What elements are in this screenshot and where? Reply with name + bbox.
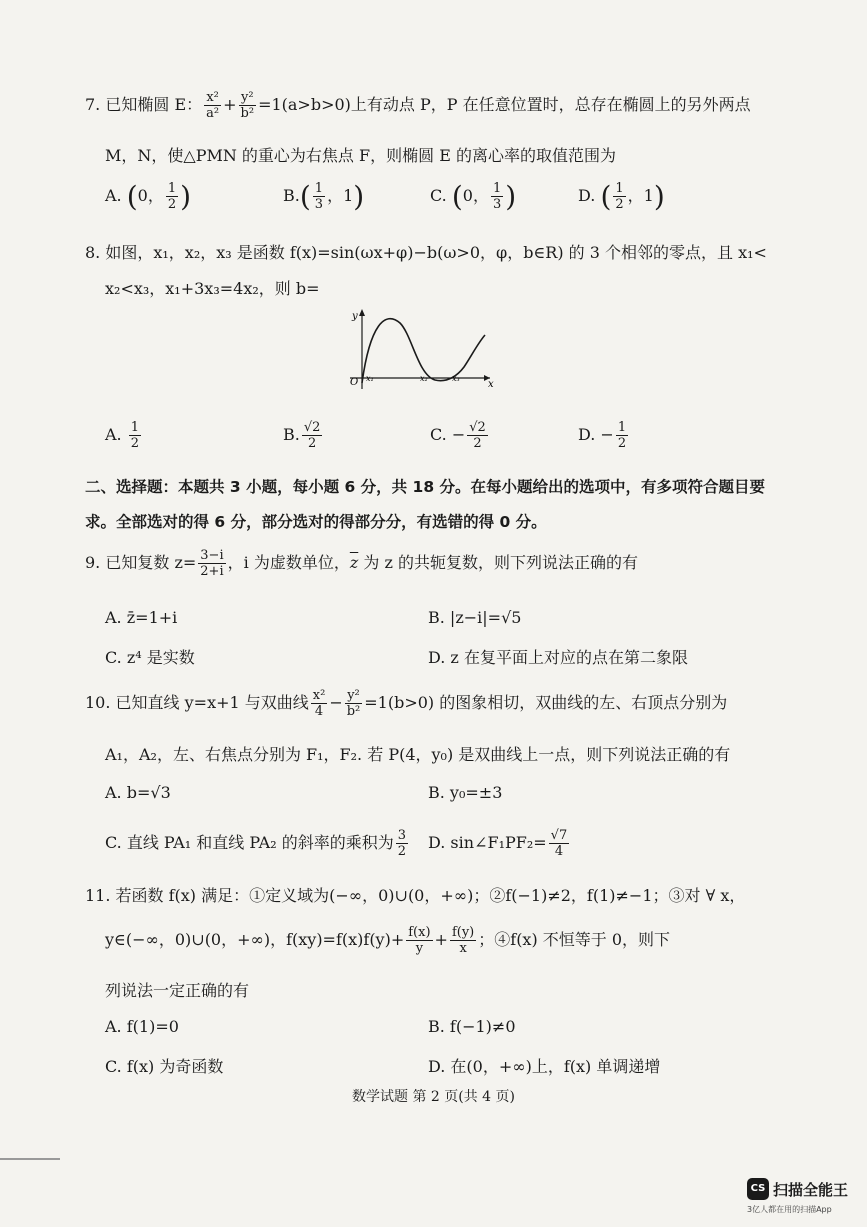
q11-option-d: D. 在(0，+∞)上，f(x) 单调递增 [428,1057,661,1076]
camscanner-logo-icon: CS [747,1178,769,1200]
q10-line1: 10. 已知直线 y=x+1 与双曲线 $\frac{\text{x²}}{4}$ − $\frac{\text{y²}}{\text{b²}}$ =1(b>0) 的图象相切，双曲线的左、右顶点分别为 [85,688,728,719]
fraction: $\frac{\text{x²}}{\text{a²}}$ [206,90,220,121]
q7-option-d: D. ( $\frac{1}{2}$ ，1) [578,180,665,213]
q7-line1: 7. 已知椭圆 E： $\frac{\text{x²}}{\text{a²}}$ + $\frac{\text{y²}}{\text{b²}}$ =1(a>b>0)上有动点 P，P 在任意位置时，总存在椭圆上的另外两点 [85,90,751,121]
x1-label: x₁ [366,374,374,383]
q7-option-c: C. (0， $\frac{1}{3}$ ) [430,180,517,213]
x3-label: x₃ [452,374,460,383]
q8-option-a: A. $\frac{1}{2}$ [105,420,140,451]
x-axis-label: x [488,379,494,390]
scanner-tagline: 3亿人都在用的扫描App [747,1205,832,1214]
q10-option-c: C. 直线 PA₁ 和直线 PA₂ 的斜率的乘积为 $\frac{3}{2}$ [105,828,407,859]
section2-line1: 二、选择题：本题共 3 小题，每小题 6 分，共 18 分。在每小题给出的选项中，有多项符合题目要 [85,478,766,496]
x2-label: x₂ [420,374,428,383]
q10-option-d: D. sin∠F₁PF₂= $\frac{√7}{4}$ [428,828,568,859]
q11-option-c: C. f(x) 为奇函数 [105,1057,224,1076]
q8-option-b: B. $\frac{√2}{2}$ [283,420,321,451]
q11-option-a: A. f(1)=0 [105,1017,179,1036]
q10-line2: A₁，A₂，左、右焦点分别为 F₁，F₂. 若 P(4，y₀) 是双曲线上一点，则下列说法正确的有 [105,745,731,764]
q11-line3: 列说法一定正确的有 [105,981,250,1000]
q8-option-c: C. − $\frac{√2}{2}$ [430,420,486,451]
q10-option-b: B. y₀=±3 [428,783,503,802]
q10-option-a: A. b=√3 [105,783,171,802]
q8-option-d: D. − $\frac{1}{2}$ [578,420,627,451]
q9-option-b: B. |z−i|=√5 [428,608,522,627]
q7-option-b: B.( $\frac{1}{3}$ ，1) [283,180,365,213]
section2-line2: 求。全部选对的得 6 分，部分选对的得部分分，有选错的得 0 分。 [85,513,547,531]
q8-line1: 8. 如图，x₁，x₂，x₃ 是函数 f(x)=sin(ωx+φ)−b(ω>0，φ，b∈R) 的 3 个相邻的零点，且 x₁< [85,243,767,262]
sine-graph [340,305,510,390]
page-footer: 数学试题 第 2 页(共 4 页) [352,1089,515,1105]
q7-line2: M，N，使△PMN 的重心为右焦点 F，则椭圆 E 的离心率的取值范围为 [105,146,616,165]
q11-line1: 11. 若函数 f(x) 满足：①定义域为(−∞，0)∪(0，+∞)；②f(−1)≠2，f(1)≠−1；③对 ∀ x， [85,886,746,905]
q8-line2: x₂<x₃，x₁+3x₃=4x₂，则 b= [105,279,320,298]
q9-option-c: C. z⁴ 是实数 [105,648,195,667]
q9-line1: 9. 已知复数 z= $\frac{3-i}{2+i}$ ，i 为虚数单位，$\overline{z}$ 为 z 的共轭复数，则下列说法正确的有 [85,548,638,579]
q11-line2: y∈(−∞，0)∪(0，+∞)，f(xy)=f(x)f(y)+ $\frac{f(x)}{y}$ + $\frac{f(y)}{x}$ ；④f(x) 不恒等于 0，则下 [105,925,671,956]
origin-label: O [350,377,359,388]
q7-option-a: A. (0， $\frac{1}{2}$ ) [105,180,192,213]
scan-edge-mark [0,1158,60,1160]
q9-option-d: D. z 在复平面上对应的点在第二象限 [428,648,688,667]
scanner-watermark [747,1178,852,1218]
y-axis-label: y [352,311,358,322]
fraction: $\frac{\text{y²}}{\text{b²}}$ [240,90,255,121]
scanner-name: 扫描全能王 [773,1181,849,1199]
q9-option-a: A. z̄=1+i [105,608,178,627]
q11-option-b: B. f(−1)≠0 [428,1017,516,1036]
